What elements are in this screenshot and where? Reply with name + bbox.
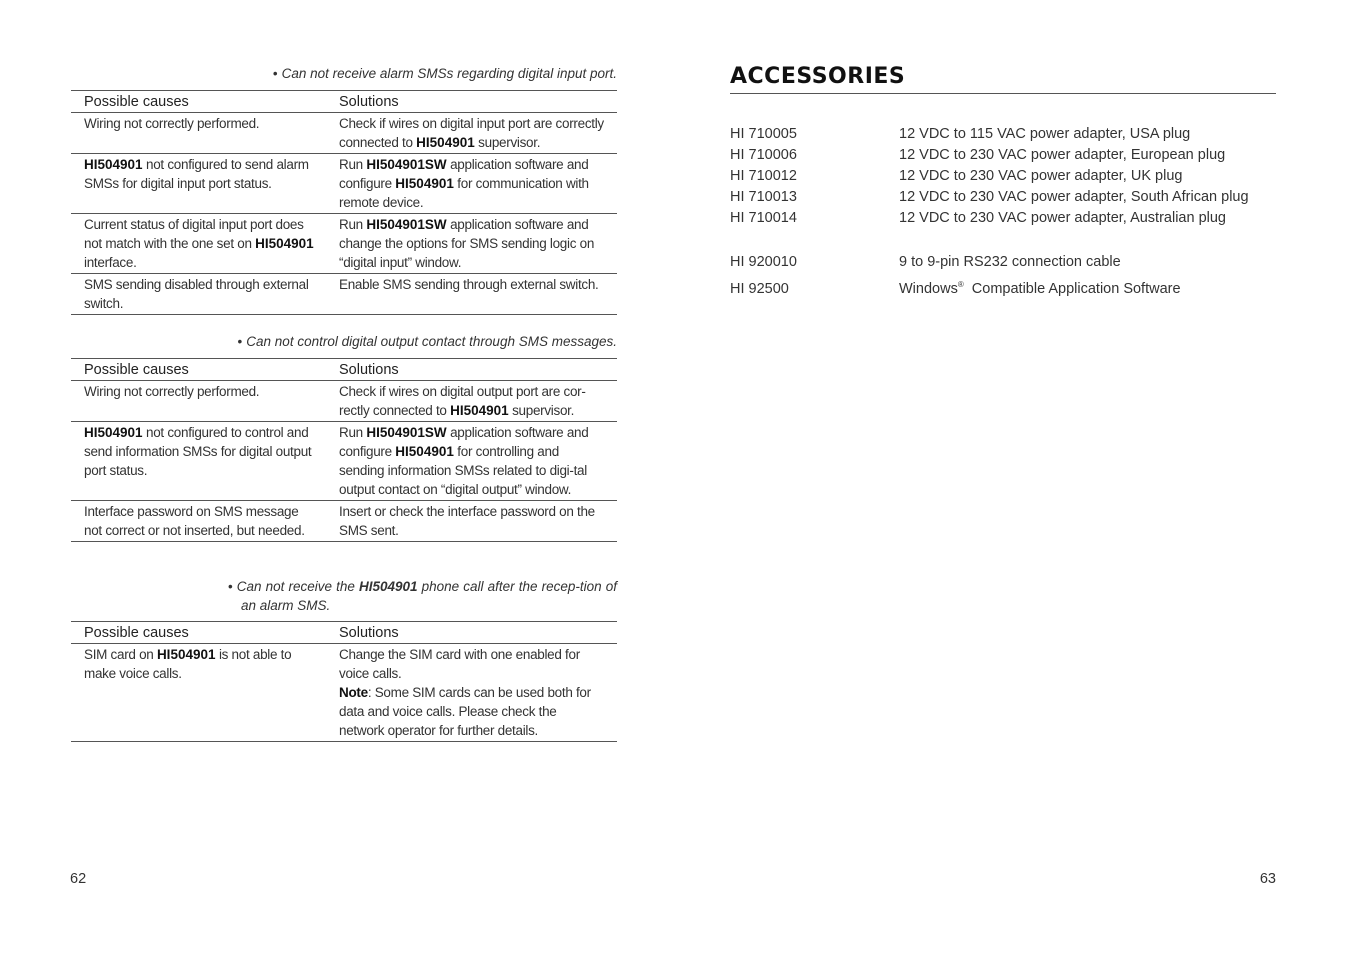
accessories-list-power — [730, 124, 1290, 229]
header-solutions: Solutions — [326, 359, 617, 381]
troubleshooting-table-2 — [71, 358, 617, 542]
header-solutions: Solutions — [326, 91, 617, 113]
solution-cell: Run HI504901SW application software and configure HI504901 for communication with remote device. — [326, 154, 617, 214]
header-causes: Possible causes — [71, 91, 326, 113]
section-2-bullet — [228, 332, 617, 351]
header-causes: Possible causes — [71, 359, 326, 381]
list-item — [730, 124, 1290, 145]
bullet-text-pre: Can not receive the — [236, 579, 359, 594]
cause-cell: SMS sending disabled through external switch. — [71, 274, 326, 315]
item-description: 12 VDC to 230 VAC power adapter, Australian plug — [899, 210, 1226, 226]
product-code: HI504901 — [255, 236, 314, 251]
table-row — [71, 422, 617, 501]
cause-cell: Wiring not correctly performed. — [84, 384, 260, 399]
bullet-product: HI504901 — [358, 579, 418, 594]
list-item — [730, 187, 1290, 208]
section-3-bullet — [228, 577, 617, 615]
accessories-list-misc — [730, 252, 1290, 295]
solution-cell: Run HI504901SW application software and change the options for SMS sending logic on “digital input” window. — [326, 214, 617, 274]
bullet-dot: • — [228, 579, 233, 594]
item-description-pre: Windows — [899, 280, 958, 297]
bullet-dot: • — [237, 334, 243, 349]
product-code: HI504901 — [156, 647, 216, 662]
item-description-post: Compatible Application Software — [963, 280, 1181, 297]
bullet-text: Can not receive alarm SMSs regarding digital input port. — [281, 66, 617, 81]
item-code: HI 710013 — [730, 189, 797, 205]
note-label: Note — [339, 685, 368, 700]
item-code: HI 710005 — [730, 126, 797, 142]
page-number-left: 62 — [70, 871, 87, 887]
table-row — [71, 113, 617, 154]
product-code: HI504901 — [416, 135, 475, 150]
product-code: HI504901 — [395, 444, 454, 459]
table-row — [71, 274, 617, 315]
product-code: HI504901SW — [366, 425, 447, 440]
item-description: 12 VDC to 230 VAC power adapter, UK plug — [899, 168, 1183, 184]
item-description — [899, 274, 1181, 300]
note — [339, 683, 604, 740]
page-number-right: 63 — [1259, 871, 1276, 887]
product-code: HI504901 — [450, 403, 509, 418]
solution-cell — [326, 644, 617, 742]
table-row — [71, 154, 617, 214]
cause-cell: Interface password on SMS message not correct or not inserted, but needed. — [71, 501, 326, 542]
cause-cell: Wiring not correctly performed. — [84, 116, 260, 131]
product-code: HI504901 — [84, 157, 143, 172]
troubleshooting-table-1 — [71, 90, 617, 315]
accessories-title: ACCESSORIES — [730, 64, 1276, 94]
item-code: HI 920010 — [730, 254, 797, 270]
item-description: 12 VDC to 115 VAC power adapter, USA plug — [899, 126, 1191, 142]
cause-cell: HI504901 not configured to send alarm SMSs for digital input port status. — [71, 154, 326, 214]
product-code: HI504901SW — [366, 217, 447, 232]
product-code: HI504901 — [395, 176, 454, 191]
list-item — [730, 145, 1290, 166]
item-description: 12 VDC to 230 VAC power adapter, European plug — [899, 147, 1226, 163]
list-item — [730, 252, 1290, 274]
solution-cell — [326, 113, 617, 154]
solution-text: Check if wires on digital input port are correctly connected to HI504901 supervisor. — [339, 116, 604, 150]
bullet-text: Can not control digital output contact through SMS messages. — [246, 334, 617, 349]
item-description: 9 to 9-pin RS232 connection cable — [899, 254, 1121, 270]
header-causes: Possible causes — [71, 622, 326, 644]
solution-cell: Run HI504901SW application software and configure HI504901 for controlling and sending information SMSs related to digi-tal output contact on “digital output” window. — [326, 422, 617, 501]
table-row — [71, 644, 617, 742]
cause-cell: SIM card on HI504901 is not able to make voice calls. — [84, 647, 292, 681]
solution-cell: Enable SMS sending through external switch. — [326, 274, 617, 315]
table-header — [71, 91, 617, 113]
troubleshooting-table-3 — [71, 621, 617, 742]
list-item — [730, 274, 1290, 295]
table-row — [71, 501, 617, 542]
note-text: : Some SIM cards can be used both for data and voice calls. Please check the network operator for further details. — [339, 685, 591, 738]
item-code: HI 710006 — [730, 147, 797, 163]
list-item — [730, 208, 1290, 229]
section-1-bullet — [228, 64, 617, 83]
product-code: HI504901SW — [366, 157, 447, 172]
table-header — [71, 622, 617, 644]
header-solutions: Solutions — [326, 622, 617, 644]
item-code: HI 710012 — [730, 168, 797, 184]
list-item — [730, 166, 1290, 187]
right-page — [675, 0, 1351, 954]
item-code: HI 710014 — [730, 210, 797, 226]
table-row — [71, 214, 617, 274]
solution-text: Change the SIM card with one enabled for voice calls. — [339, 647, 580, 681]
item-code: HI 92500 — [730, 280, 789, 297]
registered-mark: ® — [957, 280, 964, 289]
table-row — [71, 381, 617, 422]
table-header — [71, 359, 617, 381]
solution-cell: Check if wires on digital output port are cor-rectly connected to HI504901 supervisor. — [339, 384, 586, 418]
bullet-text-post: phone call after the recep-tion of an alarm SMS. — [241, 579, 618, 613]
cause-cell: HI504901 not configured to control and send information SMSs for digital output port status. — [71, 422, 326, 501]
solution-cell: Insert or check the interface password on the SMS sent. — [326, 501, 617, 542]
product-code: HI504901 — [84, 425, 143, 440]
cause-cell: Current status of digital input port does not match with the one set on HI504901 interface. — [71, 214, 326, 274]
left-page — [0, 0, 675, 954]
item-description: 12 VDC to 230 VAC power adapter, South African plug — [899, 189, 1249, 205]
bullet-body — [228, 577, 617, 615]
bullet-dot: • — [272, 66, 278, 81]
